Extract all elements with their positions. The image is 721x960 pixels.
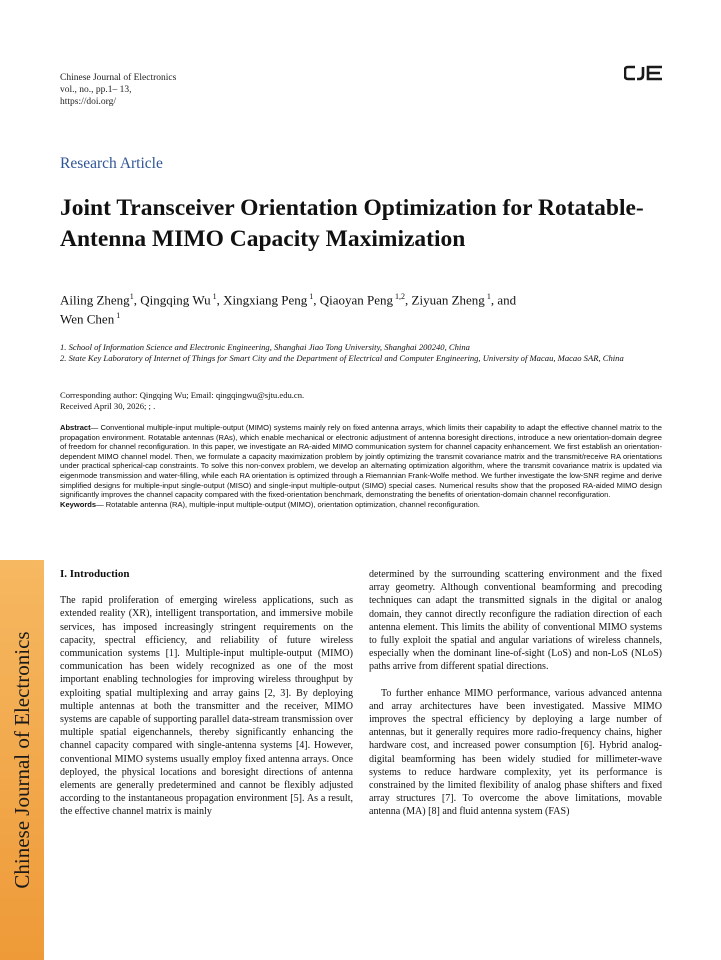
author-list: [60, 289, 660, 328]
left-column: [60, 568, 353, 819]
correspondence-block: [60, 390, 660, 412]
journal-doi[interactable]: https://doi.org/: [60, 97, 117, 107]
affiliation-2: 2. State Key Laboratory of Internet of Things for Smart City and the Department of Electrical and Computer Engineering, University of Macau, Macao SAR, China: [60, 353, 624, 363]
author-affiliation-mark: 1,2: [393, 292, 406, 301]
keywords-paragraph: [60, 500, 662, 510]
journal-meta: [60, 72, 176, 108]
cje-logo: [624, 65, 664, 81]
keywords-text: — Rotatable antenna (RA), multiple-input multiple-output (MIMO), orientation optimization, channel reconfiguration.: [96, 499, 480, 509]
abstract-text: — Conventional multiple-input multiple-output (MIMO) systems mainly rely on fixed antenna arrays, which limits their capability to adapt the effective channel matrix to the propagation environment. Rotatable antennas (RAs), which enable mechanical or electronic adjustment of antenna boresight directions, introduce a new orientation-domain degree of freedom for channel reconfiguration. In this paper, we investigate an RA-aided MIMO communication system for channel capacity enhancement. We first establish an orientation-dependent MIMO channel model. Then, we formulate a capacity maximization problem by jointly optimizing the transmit covariance matrix and the transmit/receive RA orientations under practical spherical-cap constraints. To solve this non-convex problem, we develop an alternating optimization algorithm, where the transmit covariance matrix is updated via eigenmode transmission and water-filling, while each RA orientation is optimized through a Riemannian Frank-Wolfe method. We further investigate the low-SNR regime and derive simplified designs for multiple-input single-output (MISO) and single-input multiple-output (SIMO) special cases. Numerical results show that the proposed RA-aided MIMO design significantly improves the channel capacity compared with the fixed-orientation benchmark, demonstrating the benefits of orientation-domain channel reconfiguration.: [60, 423, 662, 500]
author-affiliation-mark: 1: [210, 292, 217, 301]
abstract-paragraph: [60, 423, 662, 500]
intro-paragraph-1: The rapid proliferation of emerging wireless applications, such as extended reality (XR), intelligent transportation, and immersive mobile services, has imposed increasingly stringent requirements on the capacity, spectral efficiency, and reliability of future wireless communication systems [1]. Multiple-input multiple-output (MIMO) communication has been widely recognized as one of the most important enabling technologies for improving wireless throughput by exploiting spatial multiplexing and array gains [2, 3]. By deploying multiple antennas at both the transmitter and the receiver, MIMO systems are capable of supporting parallel data-stream transmission over multiple spatial eigenchannels, thereby significantly enhancing the channel capacity compared with single-antenna systems [4]. However, conventional MIMO systems usually employ fixed antenna arrays. Once deployed, the physical locations and boresight directions of antenna elements are generally predetermined and cannot be flexibly adjusted according to the instantaneous propagation environment [5]. As a result, the effective channel matrix is mainly: [60, 595, 353, 818]
author-name: Ziyuan Zheng: [411, 292, 485, 308]
author-affiliation-mark: 1: [307, 292, 314, 301]
author-name: Wen Chen: [60, 311, 115, 327]
author-separator: , and: [490, 292, 517, 308]
author-separator: ,: [313, 292, 320, 308]
keywords-label: Keywords: [60, 499, 97, 509]
author-separator: ,: [405, 292, 412, 308]
affiliations: [60, 342, 660, 364]
abstract-label: Abstract: [60, 423, 91, 432]
affiliation-1: 1. School of Information Science and Electronic Engineering, Shanghai Jiao Tong University, Shanghai 200240, China: [60, 342, 470, 352]
author-name: Qingqing Wu: [140, 292, 211, 308]
article-type: Research Article: [60, 155, 163, 172]
right-column: [369, 568, 662, 819]
paper-title: Joint Transceiver Orientation Optimization for Rotatable-Antenna MIMO Capacity Maximization: [60, 195, 644, 252]
author-separator: ,: [133, 292, 141, 308]
journal-side-label: Chinese Journal of Electronics: [10, 631, 34, 889]
author-name: Qiaoyan Peng: [319, 292, 394, 308]
author-affiliation-mark: 1: [114, 311, 121, 321]
author-affiliation-mark: 1: [484, 292, 491, 301]
intro-paragraph-2: To further enhance MIMO performance, various advanced antenna and array architectures have been investigated. Massive MIMO improves the spectral efficiency by deploying a large number of antennas, but it generally requires more radio-frequency chains, higher hardware cost, and increased power consumption [6]. Hybrid analog-digital beamforming has been widely studied for millimeter-wave systems to reduce hardware complexity, yet its performance is constrained by the limited flexibility of analog phase shifters and fixed array structures [7]. To overcome the above limitations, movable antenna (MA) [8] and fluid antenna system (FAS): [369, 687, 662, 818]
journal-name: Chinese Journal of Electronics: [60, 73, 177, 83]
section-heading-introduction: I. Introduction: [60, 568, 130, 580]
intro-paragraph-continued: determined by the surrounding scattering environment and the fixed array geometry. Although conventional beamforming and precoding techniques can adapt the transmitted signals in the digital or analog domain, they cannot directly reconfigure the radiation direction of each antenna element. This limits the ability of conventional MIMO systems to fully exploit the spatial and angular variations of wireless channels, especially when the dominant line-of-sight (LoS) and non-LoS (NLoS) paths arrive from different spatial directions.: [369, 569, 662, 673]
journal-volume: vol., no., pp.1– 13,: [60, 85, 132, 95]
received-date: Received April 30, 2026; ; .: [60, 401, 156, 411]
abstract-block: [60, 423, 662, 509]
corresponding-author: Corresponding author: Qingqing Wu; Email: qingqingwu@sjtu.edu.cn.: [60, 390, 305, 400]
author-separator: ,: [216, 292, 224, 308]
author-affiliation-mark: 1: [129, 292, 134, 301]
author-name: Ailing Zheng: [60, 292, 130, 308]
author-name: Xingxiang Peng: [223, 292, 308, 308]
